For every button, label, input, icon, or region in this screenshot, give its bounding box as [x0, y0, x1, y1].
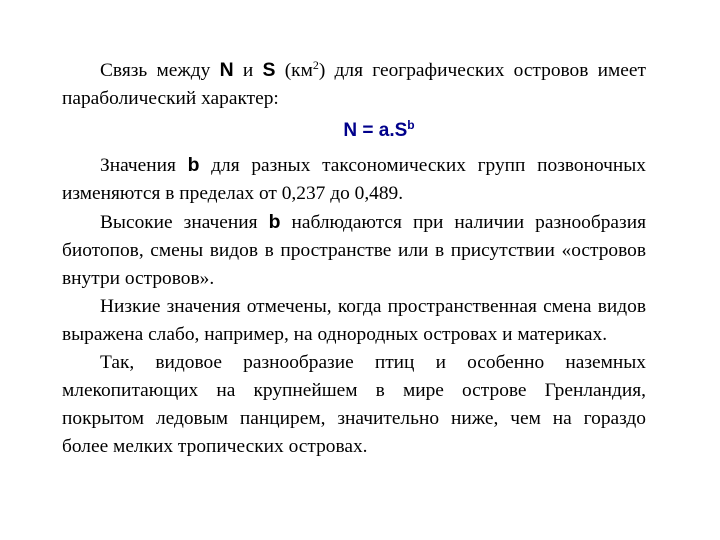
- intro-text-3: (км: [275, 60, 313, 81]
- variable-b: b: [268, 211, 281, 233]
- p1-text-1: Значения: [100, 155, 188, 176]
- superscript-2: 2: [312, 58, 319, 72]
- intro-text-2: и: [233, 60, 263, 81]
- paragraph-low-values: Низкие значения отмечены, когда пространственная смена видов выражена слабо, например, на однородных островах и материках.: [62, 296, 646, 345]
- intro-paragraph: [62, 56, 646, 113]
- variable-s: S: [262, 59, 276, 81]
- formula-exponent: b: [407, 118, 415, 132]
- intro-text-1: Связь между: [100, 60, 220, 81]
- intro-text-4: ) для географических островов имеет параболический характер:: [62, 60, 646, 109]
- formula-base: N = a.S: [343, 120, 408, 141]
- paragraph-high-values: [62, 208, 646, 293]
- formula: [62, 117, 646, 145]
- p1-text-2: для разных таксономических групп позвоночных изменяются в пределах от 0,237 до 0,489.: [62, 155, 646, 204]
- paragraph-b-range: [62, 151, 646, 208]
- p2-text-1: Высокие значения: [100, 212, 269, 233]
- p2-text-2: наблюдаются при наличии разнообразия биотопов, смены видов в пространстве или в присутствии «островов внутри островов».: [62, 212, 646, 289]
- text-block: [62, 56, 646, 461]
- paragraph-greenland: Так, видовое разнообразие птиц и особенно наземных млекопитающих на крупнейшем в мире острове Гренландия, покрытом ледовым панцирем, значительно ниже, чем на гораздо более мелких тропических островах.: [62, 352, 646, 457]
- variable-b: b: [187, 154, 200, 176]
- variable-n: N: [219, 59, 234, 81]
